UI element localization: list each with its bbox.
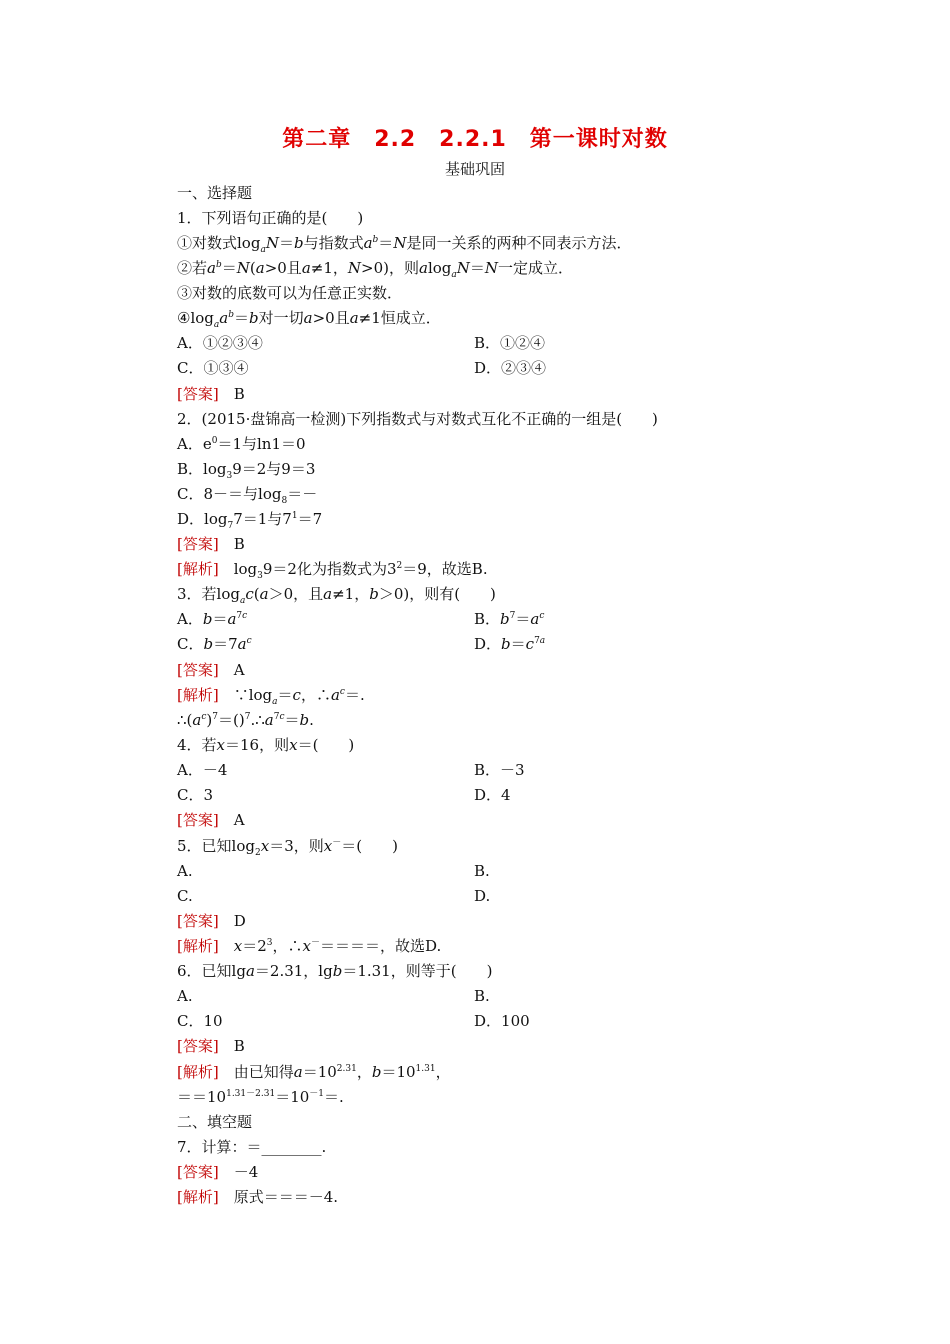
document-line <box>177 810 245 830</box>
line-text: 7．计算：＝________. <box>177 1138 327 1156</box>
answer-tag: [解析] <box>177 686 219 704</box>
line-text: ②若$a^b=N(a>0$且a≠1，N>0)，则alog$_a$N＝N一定成立． <box>177 259 574 280</box>
option-right: D．$b=c^{7a}$ <box>474 635 546 653</box>
line-text: C. <box>177 887 193 905</box>
line-text: B <box>218 535 245 553</box>
option-right: B．①②④ <box>474 334 546 352</box>
line-text: 一、选择题 <box>177 184 253 202</box>
document-line <box>177 559 488 579</box>
line-text: B <box>218 1037 245 1055</box>
option-right: D．4 <box>474 786 511 804</box>
line-text: A. <box>177 862 193 880</box>
option-right: D．②③④ <box>474 359 547 377</box>
document-line <box>177 333 263 353</box>
line-text: A. <box>177 987 193 1005</box>
line-text: C．10 <box>177 1012 223 1030</box>
line-text: $④\log_aa^b=b$对一切a>0且a≠1恒成立． <box>177 309 441 330</box>
line-text: $\because\log_a=c$，$\therefore a^c=$. <box>218 686 365 707</box>
option-right: B．$b^7=a^c$ <box>474 610 545 628</box>
line-text: 3．若$\log_ac(a>0$，且a≠1，b＞0)，则有( ) <box>177 585 496 606</box>
line-text: 二、填空题 <box>177 1113 253 1131</box>
document-line <box>177 384 245 404</box>
document-line <box>177 1011 223 1031</box>
document-line <box>177 1137 326 1157</box>
document-line <box>177 1036 245 1056</box>
document-line <box>177 1087 344 1107</box>
document-line <box>177 358 248 378</box>
document-line <box>177 961 492 981</box>
document-line <box>177 459 315 479</box>
answer-tag: [答案] <box>177 1163 219 1181</box>
option-right: B. <box>474 987 490 1005</box>
line-text: 6．已知lga＝2.31，lgb＝1.31，则等于( ) <box>177 962 493 980</box>
line-text: A．①②③④ <box>177 334 263 352</box>
answer-tag: [解析] <box>177 937 219 955</box>
line-text: C．3 <box>177 786 214 804</box>
document-line <box>177 434 306 454</box>
document-line <box>177 208 363 228</box>
document-line <box>177 1062 451 1082</box>
document-line <box>177 634 252 654</box>
answer-tag: [答案] <box>177 811 219 829</box>
line-text: 5．已知$\log_2x=3$，则x－＝( ) <box>177 837 398 858</box>
line-text: ①对数式$\log_aN=b$与指数式$a^b=N$是同一关系的两种不同表示方法． <box>177 234 632 255</box>
document-line <box>177 735 354 755</box>
document-line <box>177 409 658 429</box>
document-line <box>177 685 365 705</box>
document-line <box>177 660 245 680</box>
line-text: $\log_39=2$化为指数式为$3^2=9$，故选B. <box>218 560 488 581</box>
document-line <box>177 936 441 956</box>
line-text: C．8－＝与$\log_8=-$ <box>177 485 318 506</box>
document-line <box>177 710 314 730</box>
answer-tag: [答案] <box>177 1037 219 1055</box>
line-text: B．$\log_39=2$与9＝3 <box>177 460 316 481</box>
document-line <box>177 283 402 303</box>
document-line <box>177 584 496 604</box>
section-subtitle: 基础巩固 <box>444 160 505 178</box>
document-line <box>177 836 398 856</box>
line-text: D．$\log_77=1$与$7^1=7$ <box>177 510 323 531</box>
line-text: A．$e^0=1$与ln1＝0 <box>177 435 306 453</box>
line-text: 2．(2015·盘锦高一检测)下列指数式与对数式互化不正确的一组是( ) <box>177 410 658 428</box>
option-right: B. <box>474 862 490 880</box>
answer-tag: [答案] <box>177 535 219 553</box>
answer-tag: [答案] <box>177 385 219 403</box>
document-line <box>177 258 573 278</box>
line-text: D <box>218 912 246 930</box>
answer-tag: [解析] <box>177 1063 219 1081</box>
document-line <box>177 911 246 931</box>
line-text: 4．若x＝16，则x＝( ) <box>177 736 355 754</box>
line-text: A <box>218 811 245 829</box>
line-text: $\therefore(a^c)^7=()^7.\therefore a^{7c}=b$. <box>177 711 314 729</box>
document-line <box>177 986 193 1006</box>
document-line <box>177 1112 252 1132</box>
document-line <box>177 183 252 203</box>
line-text: A．－4 <box>177 761 228 779</box>
answer-tag: [答案] <box>177 661 219 679</box>
document-line <box>177 1187 338 1207</box>
line-text: －4 <box>218 1163 259 1181</box>
option-right: D．100 <box>474 1012 530 1030</box>
document-line <box>177 534 245 554</box>
line-text: ③对数的底数可以为任意正实数． <box>177 284 403 302</box>
document-line <box>177 233 631 253</box>
line-text: C．$b=7a^c$ <box>177 635 252 653</box>
line-text: $x=2^3$，∴x－＝＝＝＝，故选D. <box>233 937 442 955</box>
document-line <box>177 886 193 906</box>
line-text: A．$b=a^{7c}$ <box>177 610 248 628</box>
document-line <box>177 1162 258 1182</box>
answer-tag: [解析] <box>177 560 219 578</box>
line-text: A <box>218 661 245 679</box>
document-line <box>177 609 247 629</box>
line-text: B <box>218 385 245 403</box>
option-right: B．－3 <box>474 761 525 779</box>
option-right: D. <box>474 887 491 905</box>
line-text: $==10^{1.31-2.31}=10^{-1}=$. <box>177 1088 344 1106</box>
document-line <box>177 785 213 805</box>
line-text: C．①③④ <box>177 359 249 377</box>
document-line <box>177 308 441 328</box>
document-line <box>177 484 317 504</box>
line-text: 1．下列语句正确的是( ) <box>177 209 364 227</box>
document-line <box>177 861 193 881</box>
line-text: 原式＝＝＝－4. <box>218 1188 339 1206</box>
document-line <box>177 760 227 780</box>
page-title: 第二章 2.2 2.2.1 第一课时对数 <box>282 127 668 152</box>
document-line <box>177 509 322 529</box>
line-text: 由已知得$a=10^{2.31}$，$b=10^{1.31}$， <box>218 1063 451 1081</box>
answer-tag: [答案] <box>177 912 219 930</box>
answer-tag: [解析] <box>177 1188 219 1206</box>
